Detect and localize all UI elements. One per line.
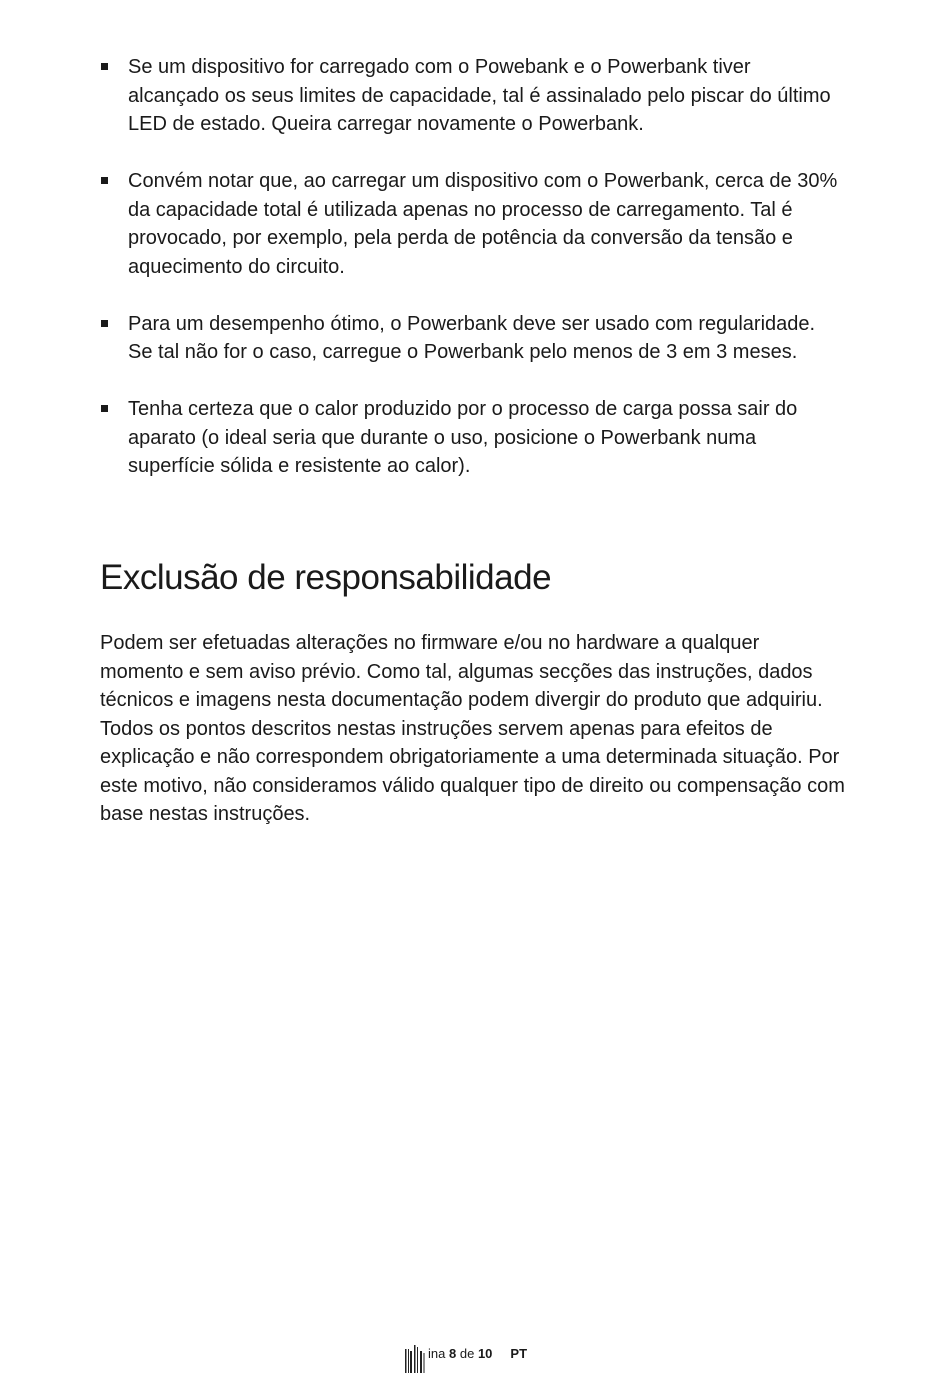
page-footer (405, 1345, 527, 1373)
page-of-word: de (459, 1346, 475, 1361)
disclaimer-paragraph: Podem ser efetuadas alterações no firmware e/ou no hardware a qualquer momento e sem aviso prévio. Como tal, algumas secções das instruções, dados técnicos e imagens nesta documentação podem divergir do produto que adquiriu. Todos os pontos descritos nestas instruções servem apenas para efeitos de explicação e não correspondem obrigatoriamente a uma determinada situação. Por este motivo, não consideramos válido qualquer tipo de direito ou compensação com base nestas instruções. (100, 632, 845, 825)
current-page: 8 (448, 1346, 457, 1361)
notes-bullet-list (100, 53, 840, 509)
language-code: PT (510, 1346, 528, 1361)
page-number (428, 1345, 492, 1363)
square-bullet-icon (101, 63, 108, 70)
barcode-icon (405, 1345, 427, 1373)
square-bullet-icon (101, 177, 108, 184)
list-item (100, 53, 840, 139)
list-item (100, 167, 840, 281)
total-pages: 10 (477, 1346, 493, 1361)
bullet-text: Se um dispositivo for carregado com o Powebank e o Powerbank tiver alcançado os seus limites de capacidade, tal é assinalado pelo piscar do último LED de estado. Queira carregar novamente o Powerbank. (128, 56, 831, 135)
square-bullet-icon (101, 320, 108, 327)
list-item (100, 310, 840, 367)
list-item (100, 395, 840, 481)
bullet-text: Para um desempenho ótimo, o Powerbank deve ser usado com regularidade. Se tal não for o caso, carregue o Powerbank pelo menos de 3 em 3 meses. (128, 312, 816, 363)
bullet-text: Convém notar que, ao carregar um dispositivo com o Powerbank, cerca de 30% da capacidade total é utilizada apenas no processo de carregamento. Tal é provocado, por exemplo, pela perda de potência da conversão da tensão e aquecimento do circuito. (128, 170, 838, 278)
page-label-prefix: ina (428, 1346, 446, 1361)
bullet-text: Tenha certeza que o calor produzido por o processo de carga possa sair do aparato (o ideal seria que durante o uso, posicione o Powerbank numa superfície sólida e resistente ao calor). (128, 398, 798, 477)
section-heading: Exclusão de responsabilidade (100, 558, 552, 597)
square-bullet-icon (101, 405, 108, 412)
